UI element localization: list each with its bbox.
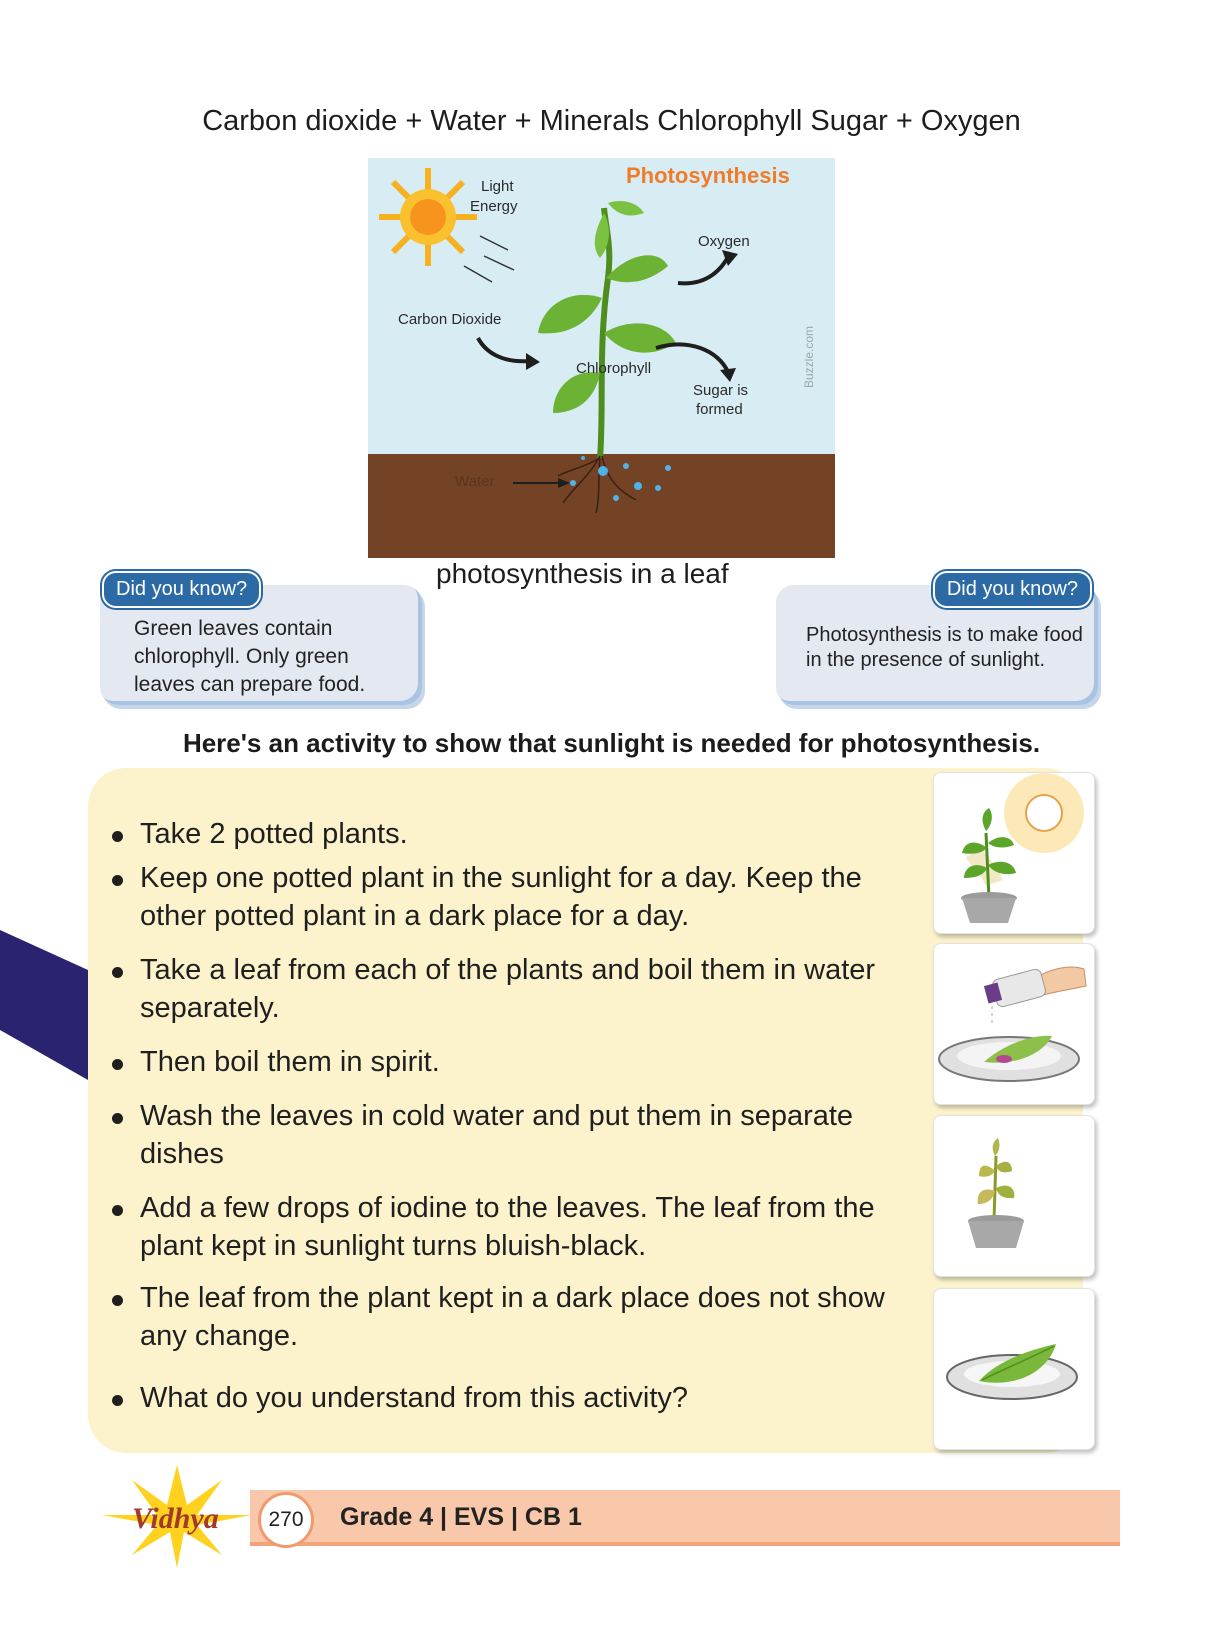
did-you-know-text: Green leaves contain chlorophyll. Only green leaves can prepare food. — [134, 617, 366, 696]
label-water: Water — [455, 473, 495, 490]
label-sugar-line1: Sugar is — [693, 382, 749, 399]
list-item: Wash the leaves in cold water and put them in separate dishes — [110, 1097, 940, 1173]
page-number: 270 — [258, 1492, 314, 1548]
did-you-know-tag: Did you know? — [933, 571, 1092, 608]
diagram-credit: Buzzle.com — [802, 325, 816, 388]
iodine-drops-image — [933, 943, 1095, 1105]
label-chlorophyll: Chlorophyll — [576, 360, 652, 377]
did-you-know-box-2 — [776, 578, 1098, 705]
logo-text: Vidhya — [132, 1502, 219, 1535]
sun-icon — [379, 168, 477, 266]
plant-in-sunlight-image — [933, 772, 1095, 934]
did-you-know-tag: Did you know? — [102, 571, 261, 608]
diagram-caption: photosynthesis in a leaf — [436, 558, 729, 589]
photosynthesis-equation: Carbon dioxide + Water + Minerals Chlorophyll Sugar + Oxygen — [202, 105, 1021, 137]
list-item: Take a leaf from each of the plants and boil them in water separately. — [110, 951, 900, 1027]
label-carbon-dioxide: Carbon Dioxide — [398, 311, 502, 328]
did-you-know-text: Photosynthesis is to make food in the presence of sunlight. — [806, 624, 1083, 671]
leaf-in-dish-image — [933, 1288, 1095, 1450]
label-energy: Energy — [470, 198, 518, 215]
list-item: The leaf from the plant kept in a dark place does not show any change. — [110, 1279, 900, 1355]
list-item: Add a few drops of iodine to the leaves. The leaf from the plant kept in sunlight turns bluish-black. — [110, 1189, 910, 1265]
plant-in-dark-image — [933, 1115, 1095, 1277]
side-band-decoration — [0, 930, 90, 1080]
vidhya-logo — [92, 1460, 262, 1570]
list-item: Keep one potted plant in the sunlight for a day. Keep the other potted plant in a dark place for a day. — [110, 859, 930, 935]
label-sugar-line2: formed — [696, 401, 743, 418]
list-item: What do you understand from this activity? — [110, 1379, 920, 1417]
label-light: Light — [481, 178, 514, 195]
did-you-know-box-1 — [100, 578, 422, 705]
activity-heading: Here's an activity to show that sunlight is needed for photosynthesis. — [182, 728, 1041, 758]
diagram-title: Photosynthesis — [626, 163, 790, 188]
list-item: Then boil them in spirit. — [110, 1043, 920, 1081]
list-item: Take 2 potted plants. — [110, 815, 920, 853]
label-oxygen: Oxygen — [698, 233, 750, 250]
footer-title: Grade 4 | EVS | CB 1 — [340, 1503, 582, 1531]
photosynthesis-diagram — [368, 158, 835, 558]
